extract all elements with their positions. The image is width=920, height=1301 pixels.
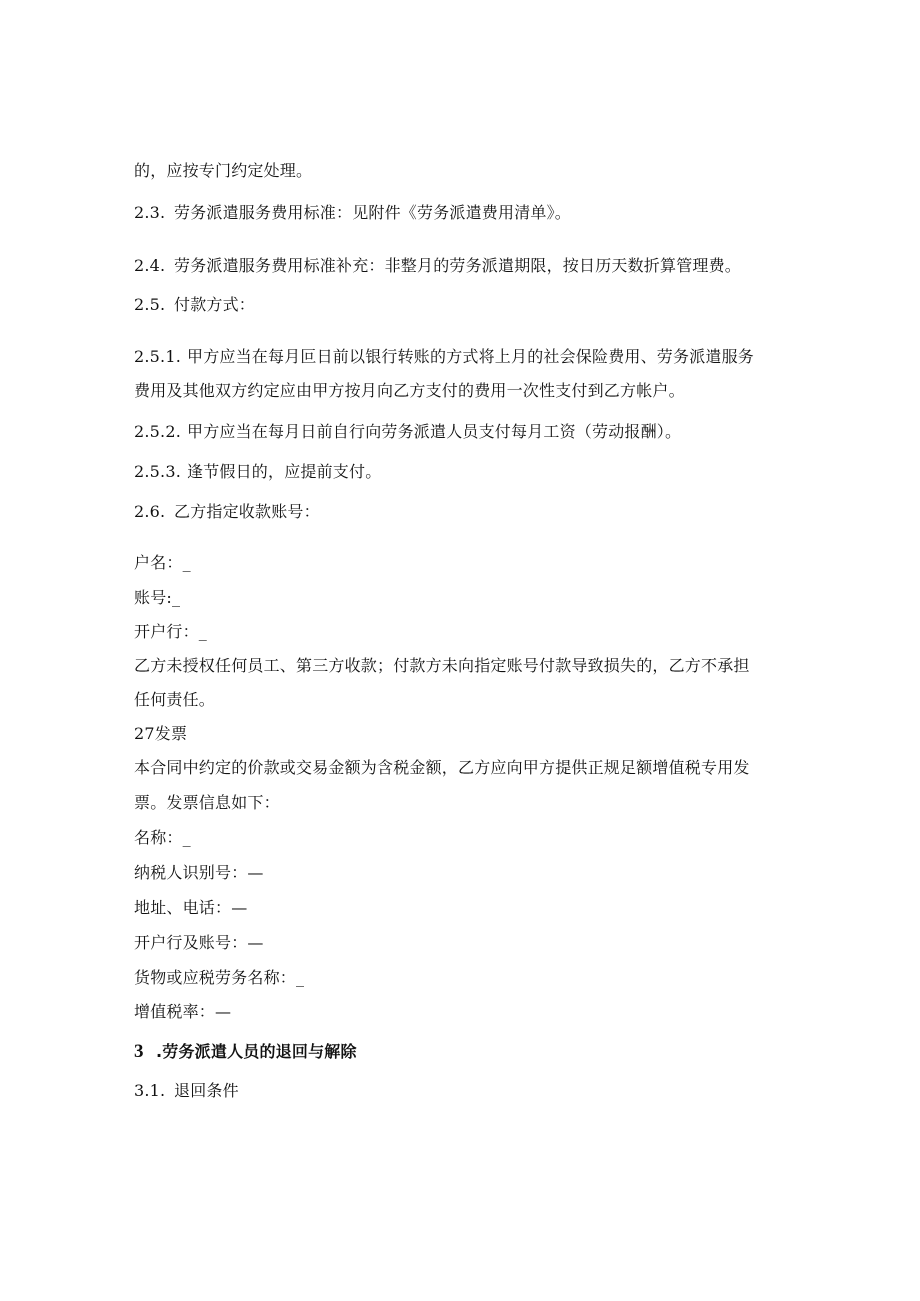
clause-number: 2.3. (134, 203, 166, 222)
clause-number: 2.5. (134, 295, 166, 314)
account-name-field: 户名：_ (134, 553, 191, 572)
clause-2-5-1-continued: 费用及其他双方约定应由甲方按月向乙方支付的费用一次性支付到乙方帐户。 (134, 381, 685, 400)
clause-number: 2.5.3. (134, 462, 181, 481)
clause-number: 2.6. (134, 502, 166, 521)
clause-2-7-title: 27发票 (134, 724, 188, 743)
section-number: 3 (134, 1041, 144, 1062)
clause-2-3 (134, 203, 571, 223)
clause-text: 甲方应当在每月叵日前以银行转账的方式将上月的社会保险费用、劳务派遣服务 (187, 347, 755, 366)
invoice-rate-field: 增值税率：— (134, 1002, 232, 1021)
disclaimer-text: 乙方未授权任何员工、第三方收款；付款方未向指定账号付款导致损失的，乙方不承担 (134, 656, 750, 675)
account-number-field: 账号:_ (134, 588, 181, 607)
clause-text: 付款方式： (174, 295, 256, 314)
clause-text: 甲方应当在每月日前自行向劳务派遣人员支付每月工资（劳动报酬）。 (187, 422, 682, 441)
clause-2-5-3 (134, 462, 381, 482)
clause-2-5 (134, 295, 255, 315)
invoice-text-continued: 票。发票信息如下： (134, 793, 280, 812)
clause-text: 退回条件 (174, 1081, 239, 1100)
invoice-name-field: 名称：_ (134, 828, 191, 847)
clause-2-4 (134, 256, 741, 276)
paragraph-continuation: 的，应按专门约定处理。 (134, 161, 313, 180)
clause-number: 2.5.2. (134, 422, 181, 441)
clause-number: 2.4. (134, 256, 166, 275)
clause-text: 劳务派遣服务费用标准：见附件《劳务派遣费用清单》。 (174, 203, 572, 222)
clause-2-5-1 (134, 347, 754, 367)
invoice-goods-field: 货物或应税劳务名称：_ (134, 968, 305, 987)
clause-text: 乙方指定收款账号： (174, 502, 320, 521)
invoice-text: 本合同中约定的价款或交易金额为含税金额，乙方应向甲方提供正规足额增值税专用发 (134, 758, 750, 777)
clause-number: 3.1. (134, 1081, 166, 1100)
account-bank-field: 开户行：_ (134, 622, 208, 641)
clause-number: 2.5.1. (134, 347, 181, 366)
section-title: .劳务派遣人员的退回与解除 (156, 1042, 357, 1061)
clause-2-6 (134, 502, 320, 522)
clause-2-5-2 (134, 422, 681, 442)
invoice-bank-field: 开户行及账号：— (134, 933, 264, 952)
clause-text: 逢节假日的，应提前支付。 (187, 462, 382, 481)
clause-3-1 (134, 1081, 239, 1101)
clause-text: 劳务派遣服务费用标准补充：非整月的劳务派遣期限，按日历天数折算管理费。 (174, 256, 742, 275)
invoice-address-field: 地址、电话：— (134, 898, 248, 917)
section-3-heading (134, 1042, 357, 1062)
invoice-taxid-field: 纳税人识别号：— (134, 863, 264, 882)
disclaimer-text-continued: 任何责任。 (134, 690, 216, 709)
